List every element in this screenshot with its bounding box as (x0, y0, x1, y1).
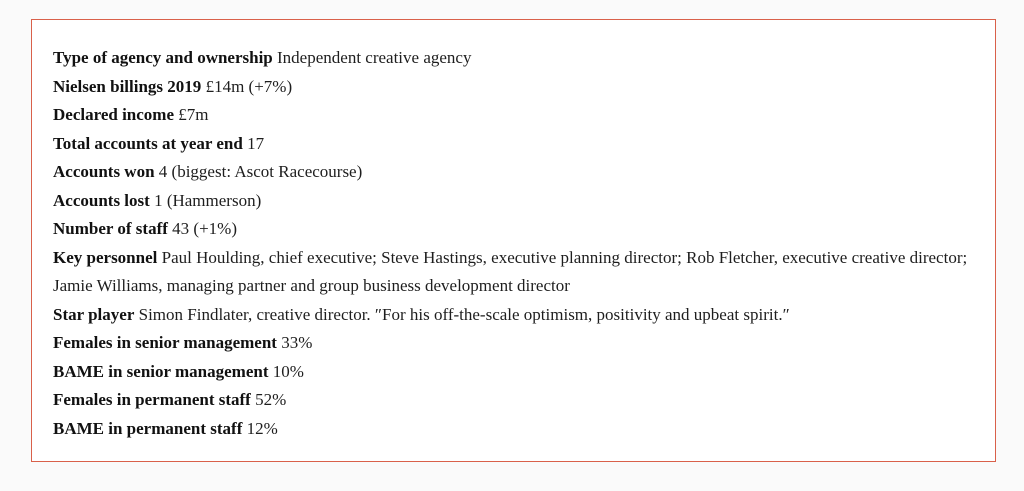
fact-label: Type of agency and ownership (53, 48, 273, 67)
fact-label: BAME in senior management (53, 361, 269, 381)
fact-value: 17 (247, 133, 265, 153)
fact-value: Simon Findlater, creative director. ″For his off-the-scale optimism, positivity and upbeat spirit.″ (138, 304, 790, 324)
fact-row-bame-permanent (53, 415, 983, 444)
fact-value: 10% (272, 361, 304, 381)
fact-label: Star player (53, 304, 135, 324)
fact-label: Number of staff (53, 219, 168, 238)
fact-row-accounts-lost (53, 187, 983, 216)
fact-label: Females in senior management (53, 333, 277, 352)
fact-row-income (53, 101, 983, 130)
fact-label: Key personnel (53, 247, 158, 267)
fact-value: £7m (178, 105, 209, 124)
fact-label: BAME in permanent staff (53, 418, 243, 438)
fact-value: 4 (biggest: Ascot Racecourse) (158, 162, 363, 181)
fact-row-accounts-won (53, 158, 983, 187)
fact-label: Females in permanent staff (53, 390, 251, 409)
fact-value: 12% (246, 418, 278, 438)
fact-value: Paul Houlding, chief executive; Steve Hastings, executive planning director; Rob Fletcher, executive creative director; Jamie Williams, managing partner and group business development director (53, 247, 968, 295)
fact-label: Total accounts at year end (53, 133, 243, 153)
fact-row-star-player (53, 301, 983, 330)
fact-label: Accounts lost (53, 190, 150, 210)
fact-label: Accounts won (53, 162, 155, 181)
fact-row-billings (53, 73, 983, 102)
fact-label: Nielsen billings 2019 (53, 76, 202, 96)
fact-row-females-permanent (53, 386, 983, 415)
fact-row-agency-type (53, 44, 983, 73)
fact-value: 1 (Hammerson) (154, 190, 262, 210)
fact-value: Independent creative agency (277, 48, 472, 67)
fact-row-bame-senior (53, 358, 983, 387)
fact-label: Declared income (53, 105, 175, 124)
fact-row-staff (53, 215, 983, 244)
fact-value: £14m (+7%) (205, 76, 293, 96)
fact-list (53, 44, 983, 443)
fact-value: 52% (255, 390, 287, 409)
fact-value: 43 (+1%) (172, 219, 237, 238)
fact-row-females-senior (53, 329, 983, 358)
fact-row-total-accounts (53, 130, 983, 159)
fact-value: 33% (281, 333, 313, 352)
agency-fact-box (31, 19, 996, 462)
fact-row-key-personnel (53, 244, 983, 301)
